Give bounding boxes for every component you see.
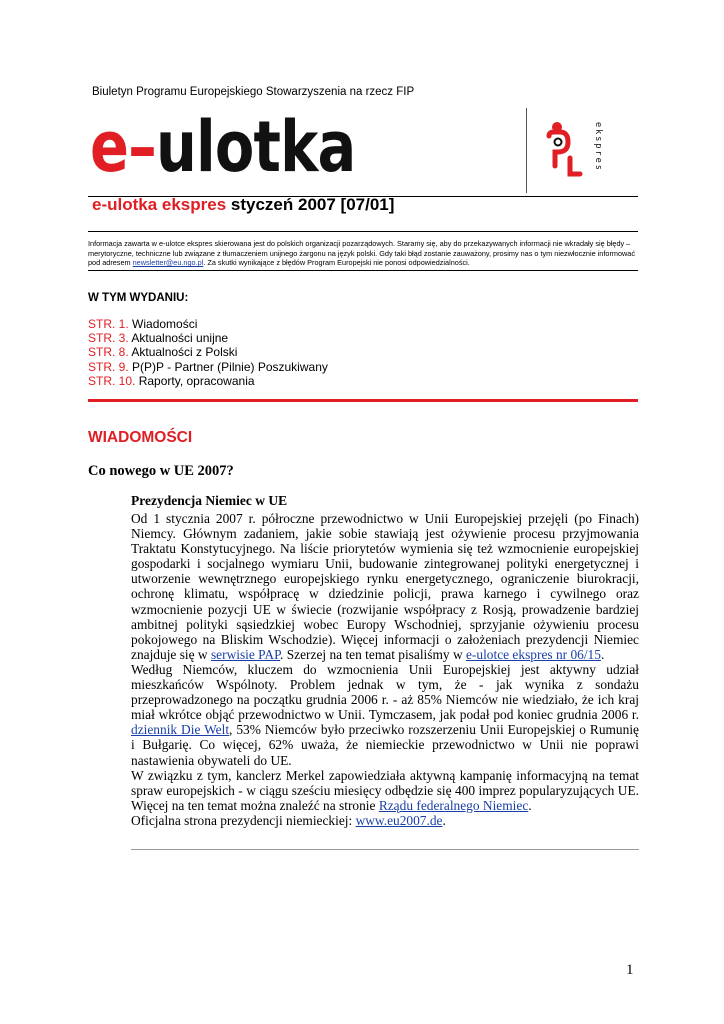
issue-title-red: e-ulotka ekspres [92, 195, 227, 214]
toc-label: Aktualności unijne [128, 331, 229, 346]
section-title: WIADOMOŚCI [88, 429, 193, 446]
disclaimer-text: Informacja zawarta w e-ulotce ekspres skierowana jest do polskich organizacji pozarządowych. Staramy się, aby do przekazywanych informacji nie wkradały się błędy – merytoryczne, techniczne lub związane z tłumaczeniem unijnego żargonu na język polski. Gdy taki błąd zostanie zauważony, prosimy nas o tym niezwłocznie informować pod adresem [88, 239, 635, 268]
toc-page-number: STR. 8. [88, 345, 129, 360]
logo-wordmark [90, 108, 451, 186]
paragraph-text: . [528, 797, 532, 813]
die-welt-link[interactable]: dziennik Die Welt [131, 722, 230, 738]
toc-item[interactable] [88, 374, 328, 388]
toc-label: Wiadomości [128, 317, 198, 331]
ekspres-badge-icon [544, 118, 614, 188]
paragraph-text: . [442, 812, 446, 828]
rule-info-bottom [88, 270, 638, 271]
issue-title [92, 195, 394, 215]
rule-info-top [88, 231, 638, 232]
toc-page-number: STR. 3. [88, 331, 129, 346]
section-subtitle: Co nowego w UE 2007? [88, 463, 234, 479]
paragraph-text: Oficjalna strona prezydencji niemieckiej: [131, 812, 356, 828]
badge-label: ekspres [593, 122, 603, 172]
toc-item[interactable] [88, 331, 328, 345]
pap-link[interactable]: serwisie PAP [210, 646, 281, 662]
disclaimer [88, 239, 636, 268]
issue-title-date: styczeń 2007 [07/01] [226, 195, 395, 214]
logo-ulotka: ulotka [155, 106, 356, 188]
toc-label: Raporty, opracowania [135, 373, 255, 388]
toc-heading: W TYM WYDANIU: [88, 292, 189, 304]
toc-label: P(P)P - Partner (Pilnie) Poszukiwany [128, 359, 328, 374]
paragraph-text: , 53% Niemców było przeciwko rozszerzeniu Unii Europejskiej o Rumunię i Bułgarię. Co więcej, 62% uważa, że niemieckie przewodnictwo w Unii nie poprawi nastawienia obywateli do UE. [131, 722, 639, 768]
paragraph-text: Od 1 stycznia 2007 r. półroczne przewodnictwo w Unii Europejskiej przejęli (po Finach) Niemcy. Głównym zadaniem, jakie sobie stawiają jest ożywienie procesu przyjmowania Traktatu Konstytucyjnego. Na liście priorytetów wymienia się też wzmocnienie europejskiej gospodarki i socjalnego wymiaru Unii, budowanie zintegrowanej polityki energetycznej i utworzenie wewnętrznego europejskiego rynku energetycznego, ograniczenie biurokracji, ochronę klimatu, współpracę w dziedzinie policji, prawa karnego i cywilnego oraz wzmocnienie pozycji UE w świecie (rozwijanie współpracy z Rosją, prowadzenie bardziej ambitnej polityki sąsiedzkiej wobec Europy Wschodniej, sprzyjanie ożywieniu procesu pokojowego na Bliskim Wschodzie). Więcej informacji o założeniach prezydencji Niemiec znajduje się w [131, 511, 639, 662]
paragraph-text: W związku z tym, kanclerz Merkel zapowiedziała aktywną kampanię informacyjną na temat spraw europejskich - w ciągu sześciu miesięcy odbędzie się 400 imprez popularyzujących UE. Więcej na ten temat można znaleźć na stronie [131, 767, 639, 813]
toc-label: Aktualności z Polski [128, 345, 238, 360]
article-paragraph [131, 511, 639, 662]
eu2007-link[interactable]: www.eu2007.de [355, 812, 443, 828]
bulletin-title: Biuletyn Programu Europejskiego Stowarzyszenia na rzecz FIP [92, 86, 415, 98]
toc-page-number: STR. 1. [88, 317, 129, 331]
header-divider [526, 108, 527, 193]
e-ulotka-link[interactable]: e-ulotce ekspres nr 06/15 [465, 646, 601, 662]
toc-item[interactable] [88, 360, 328, 374]
logo [90, 108, 530, 190]
disclaimer-text-end: . Za skutki wynikające z błędów Program Europejski nie ponosi odpowiedzialności. [203, 258, 470, 268]
paragraph-text: . Szerzej na ten temat pisaliśmy w [280, 646, 466, 662]
newsletter-email-link[interactable]: newsletter@eu.ngo.pl [132, 258, 204, 268]
article-paragraph [131, 813, 639, 828]
logo-e: e [90, 106, 129, 188]
paragraph-text: Według Niemców, kluczem do wzmocnienia Unii Europejskiej jest aktywny udział mieszkańców Wspólnoty. Problem jednak w tym, że - jak wynika z sondażu przeprowadzonego na początku grudnia 2006 r. - aż 85% Niemców nie wiedziało, że ich kraj miał wkrótce objąć przewodnictwo w Unii. Tymczasem, jak podał pod koniec grudnia 2006 r. [131, 661, 639, 723]
article-title: Prezydencja Niemiec w UE [131, 493, 288, 508]
toc-item[interactable] [88, 345, 328, 359]
article-end-rule [131, 849, 639, 850]
logo-dash: – [128, 106, 156, 188]
article-paragraph [131, 662, 639, 768]
article-paragraph [131, 768, 639, 813]
page-number: 1 [626, 962, 634, 978]
paragraph-text: . [600, 646, 605, 662]
german-government-link[interactable]: Rządu federalnego Niemiec [378, 797, 529, 813]
toc-page-number: STR. 10. [88, 373, 136, 388]
toc-item[interactable] [88, 317, 328, 331]
toc-page-number: STR. 9. [88, 359, 129, 374]
toc-list [88, 317, 328, 388]
section-divider [88, 399, 638, 402]
article-body [131, 511, 639, 828]
